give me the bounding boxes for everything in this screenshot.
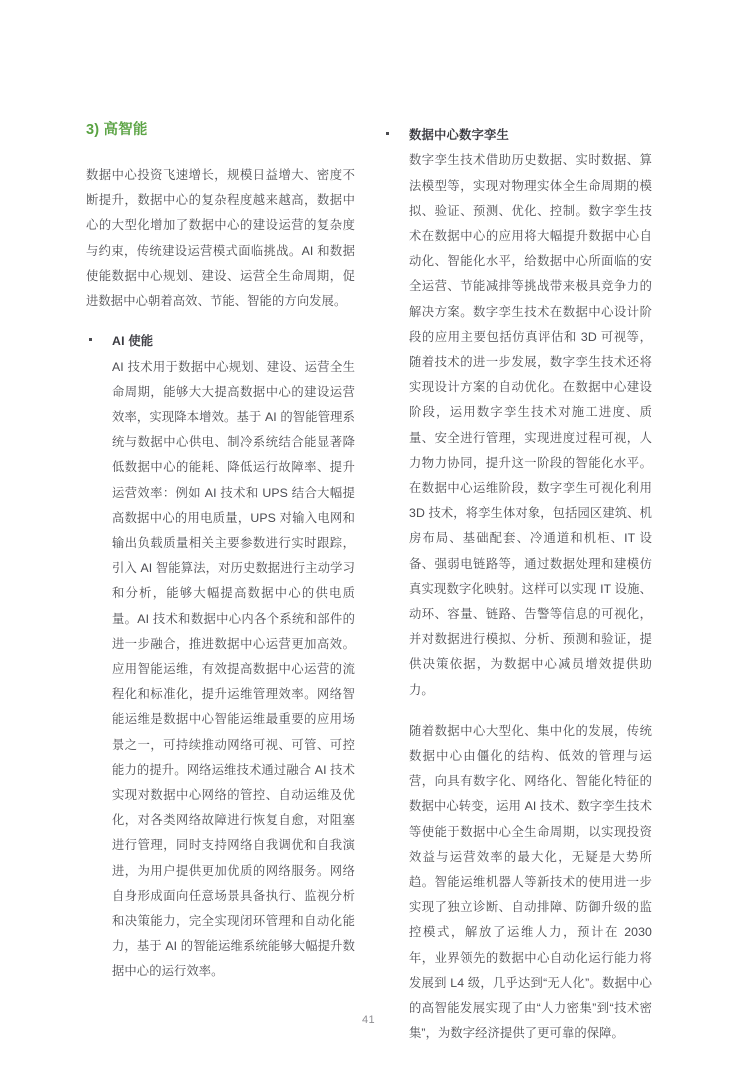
bullet-title-digital-twin: 数据中心数字孪生 bbox=[409, 128, 509, 142]
bullet-paragraph-digital-twin-1: 数字孪生技术借助历史数据、实时数据、算法模型等，实现对物理实体全生命周期的模拟、验证、预测、优化、控制。数字孪生技术在数据中心的应用将大幅提升数据中心自动化、智能化水平，给数据中心所面临的安全运营、节能减排等挑战带来极具竞争力的解决方案。数字孪生技术在数据中心设计阶段的应用主要包括仿真评估和 3D 可视等，随着技术的进一步发展，数字孪生技术还将实现设计方案的自动优化。在数据中心建设阶段，运用数字孪生技术对施工进度、质量、安全进行管理，实现进度过程可视，人力物力协同，提升这一阶段的智能化水平。在数据中心运维阶段，数字孪生可视化利用 3D 技术，将孪生体对象，包括园区建筑、机房布局、基础配套、冷通道和机柜、IT 设备、强弱电链路等，通过数据处理和建模仿真实现数字化映射。这样可以实现 IT 设施、动环、容量、链路、告警等信息的可视化，并对数据进行模拟、分析、预测和验证，提供决策依据，为数据中心减员增效提供助力。 bbox=[409, 153, 652, 697]
bullet-paragraph-ai-enablement: AI 技术用于数据中心规划、建设、运营全生命周期，能够大大提高数据中心的建设运营效率，实现降本增效。基于 AI 的智能管理系统与数据中心供电、制冷系统结合能显著降低数据中心的能耗、降低运行故障率、提升运营效率：例如 AI 技术和 UPS 结合大幅提高数据中心的用电质量，UPS 对输入电网和输出负载质量相关主要参数进行实时跟踪，引入 AI 智能算法，对历史数据进行主动学习和分析，能够大幅提高数据中心的供电质量。AI 技术和数据中心内各个系统和部件的进一步融合，推进数据中心运营更加高效。应用智能运维，有效提高数据中心运营的流程化和标准化，提升运维管理效率。网络智能运维是数据中心智能运维最重要的应用场景之一，可持续推动网络可视、可管、可控能力的提升。网络运维技术通过融合 AI 技术实现对数据中心网络的管控、自动运维及优化，对各类网络故障进行恢复自愈，对阻塞进行管理，同时支持网络自我调优和自我演进，为用户提供更加优质的网络服务。网络自身形成面向任意场景具备执行、监视分析和决策能力，完全实现闭环管理和自动化能力，基于 AI 的智能运维系统能够大幅提升数据中心的运行效率。 bbox=[112, 359, 355, 979]
bullet-block-digital-twin bbox=[383, 124, 652, 1046]
left-column bbox=[86, 120, 355, 979]
bullet-point-icon bbox=[89, 338, 92, 341]
bullet-point-icon bbox=[386, 132, 389, 135]
bullet-paragraph-digital-twin-2: 随着数据中心大型化、集中化的发展，传统数据中心由僵化的结构、低效的管理与运营，向具有数字化、网络化、智能化特征的数据中心转变，运用 AI 技术、数字孪生技术等使能于数据中心全生命周期，以实现投资效益与运营效率的最大化，无疑是大势所趋。智能运维机器人等新技术的使用进一步实现了独立诊断、自动排障、防御升级的监控模式，解放了运维人力，预计在 2030 年，业界领先的数据中心自动化运行能力将发展到 L4 级，几乎达到“无人化”。数据中心的高智能发展实现了由“人力密集”到“技术密集”，为数字经济提供了更可靠的保障。 bbox=[409, 723, 652, 1041]
right-column bbox=[383, 120, 652, 1041]
bullet-block-ai-enablement bbox=[86, 330, 355, 984]
section-heading-high-intelligence: 3) 高智能 bbox=[86, 122, 148, 138]
page-number: 41 bbox=[361, 1014, 376, 1026]
bullet-title-ai-enablement: AI 使能 bbox=[112, 334, 154, 349]
intro-paragraph: 数据中心投资飞速增长，规模日益增大、密度不断提升，数据中心的复杂程度越来越高，数据中心的大型化增加了数据中心的建设运营的复杂度与约束，传统建设运营模式面临挑战。AI 和数据使能数据中心规划、建设、运营全生命周期，促进数据中心朝着高效、节能、智能的方向发展。 bbox=[86, 168, 355, 309]
